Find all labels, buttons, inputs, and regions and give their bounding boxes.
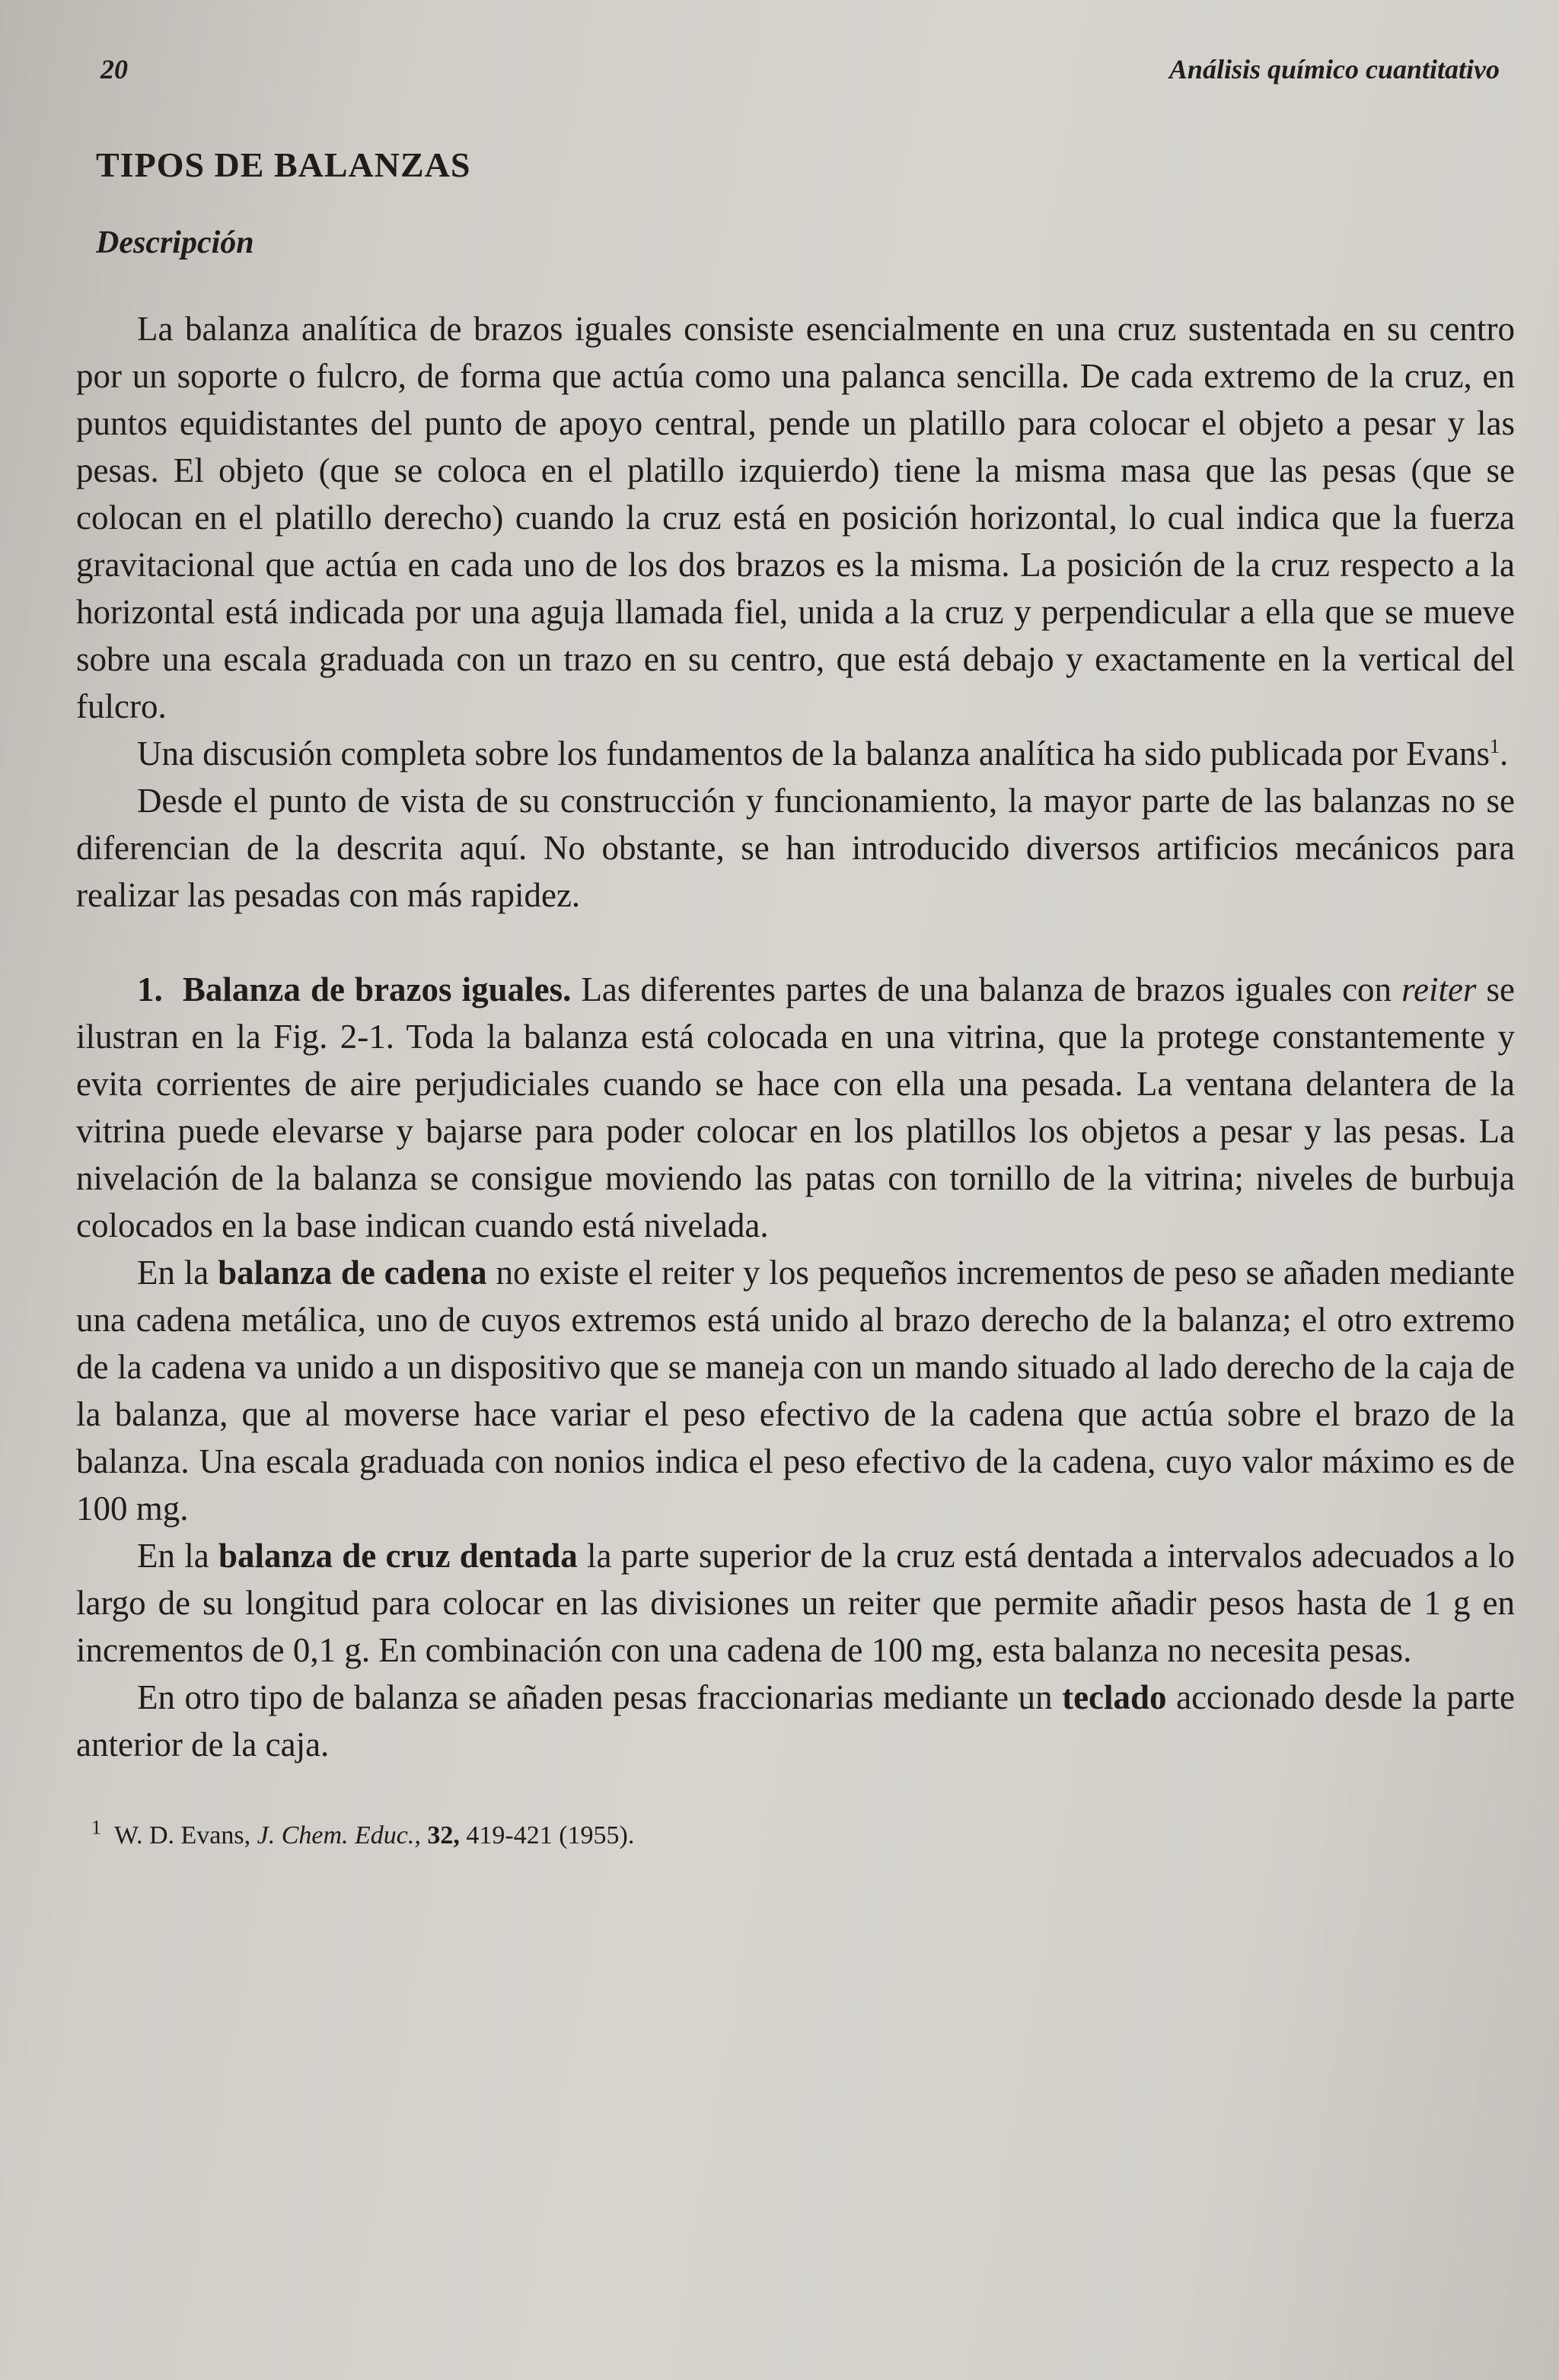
paragraph-description: La balanza analítica de brazos iguales consiste esencialmente en una cruz sustentada en su centro por un soporte o fulcro, de forma que actúa como una palanca sencilla. De cada extremo de la cruz, en puntos equidistantes del punto de apoyo central, pende un platillo para colocar el objeto a pesar y las pesas. El objeto (que se coloca en el platillo izquierdo) tiene la misma masa que las pesas (que se colocan en el platillo derecho) cuando la cruz está en posición horizontal, lo cual indica que la fuerza gravitacional que actúa en cada uno de los dos brazos es la misma. La posición de la cruz respecto a la horizontal está indicada por una aguja llamada fiel, unida a la cruz y perpendicular a ella que se mueve sobre una escala graduada con un trazo en su centro, que está debajo y exactamente en la vertical del fulcro. <box>76 310 1515 725</box>
footnote-ref: 1 <box>1489 735 1500 757</box>
paragraph-chain-balance: En la balanza de cadena no existe el reiter y los pequeños incrementos de peso se añaden mediante una cadena metálica, uno de cuyos extremos está unido al brazo derecho de la balanza; el otro extremo de la cadena va unido a un dispositivo que se maneja con un mando situado al lado derecho de la caja de la balanza, que al moverse hace variar el peso efectivo de la cadena que actúa sobre el brazo de la balanza. Una escala graduada con nonios indica el peso efectivo de la cadena, cuyo valor máximo es de 100 mg. <box>76 1254 1516 1528</box>
page-number: 20 <box>100 54 128 84</box>
paragraph-construction: Desde el punto de vista de su construcción y funcionamiento, la mayor parte de las balanzas no se diferencian de la descrita aquí. No obstante, se han introducido diversos artificios mecánicos para realizar las pesadas con más rapidez. <box>76 782 1515 914</box>
paragraph-notched-beam: En la balanza de cruz dentada la parte superior de la cruz está dentada a intervalos adecuados a lo largo de su longitud para colocar en las divisiones un reiter que permite añadir pesos hasta de 1 g en incrementos de 0,1 g. En combinación con una cadena de 100 mg, esta balanza no necesita pesas. <box>76 1537 1516 1669</box>
paragraph-equal-arms: 1. Balanza de brazos iguales. Las diferentes partes de una balanza de brazos iguales con reiter se ilustran en la Fig. 2-1. Toda la balanza está colocada en una vitrina, que la protege constantemente y evita corrientes de aire perjudiciales cuando se hace con ella una pesada. La ventana delantera de la vitrina puede elevarse y bajarse para poder colocar en los platillos los objetos a pesar y las pesas. La nivelación de la balanza se consigue moviendo las patas con tornillo de la vitrina; niveles de burbuja colocados en la base indican cuando está nivelada. <box>76 970 1516 1244</box>
item-number: 1. <box>137 970 163 1008</box>
item-heading: Balanza de brazos iguales. <box>182 970 572 1008</box>
paragraph-keyboard: En otro tipo de balanza se añaden pesas fraccionarias mediante un teclado accionado desde la parte anterior de la caja. <box>76 1678 1516 1763</box>
page-header <box>76 53 1515 99</box>
footnote: $^1$ W. D. Evans, J. Chem. Educ., 32, 419-421 (1955). <box>91 1816 635 1850</box>
subsection-title: Descripción <box>96 225 254 260</box>
section-title: TIPOS DE BALANZAS <box>96 145 471 184</box>
paragraph-evans: Una discusión completa sobre los fundamentos de la balanza analítica ha sido publicada por Evans$^1$. <box>137 734 1509 773</box>
body-text <box>76 305 1515 1768</box>
running-title: Análisis químico cuantitativo <box>1168 54 1500 84</box>
footnote-marker: 1 <box>91 1816 101 1839</box>
reiter-term: reiter <box>1401 970 1477 1008</box>
